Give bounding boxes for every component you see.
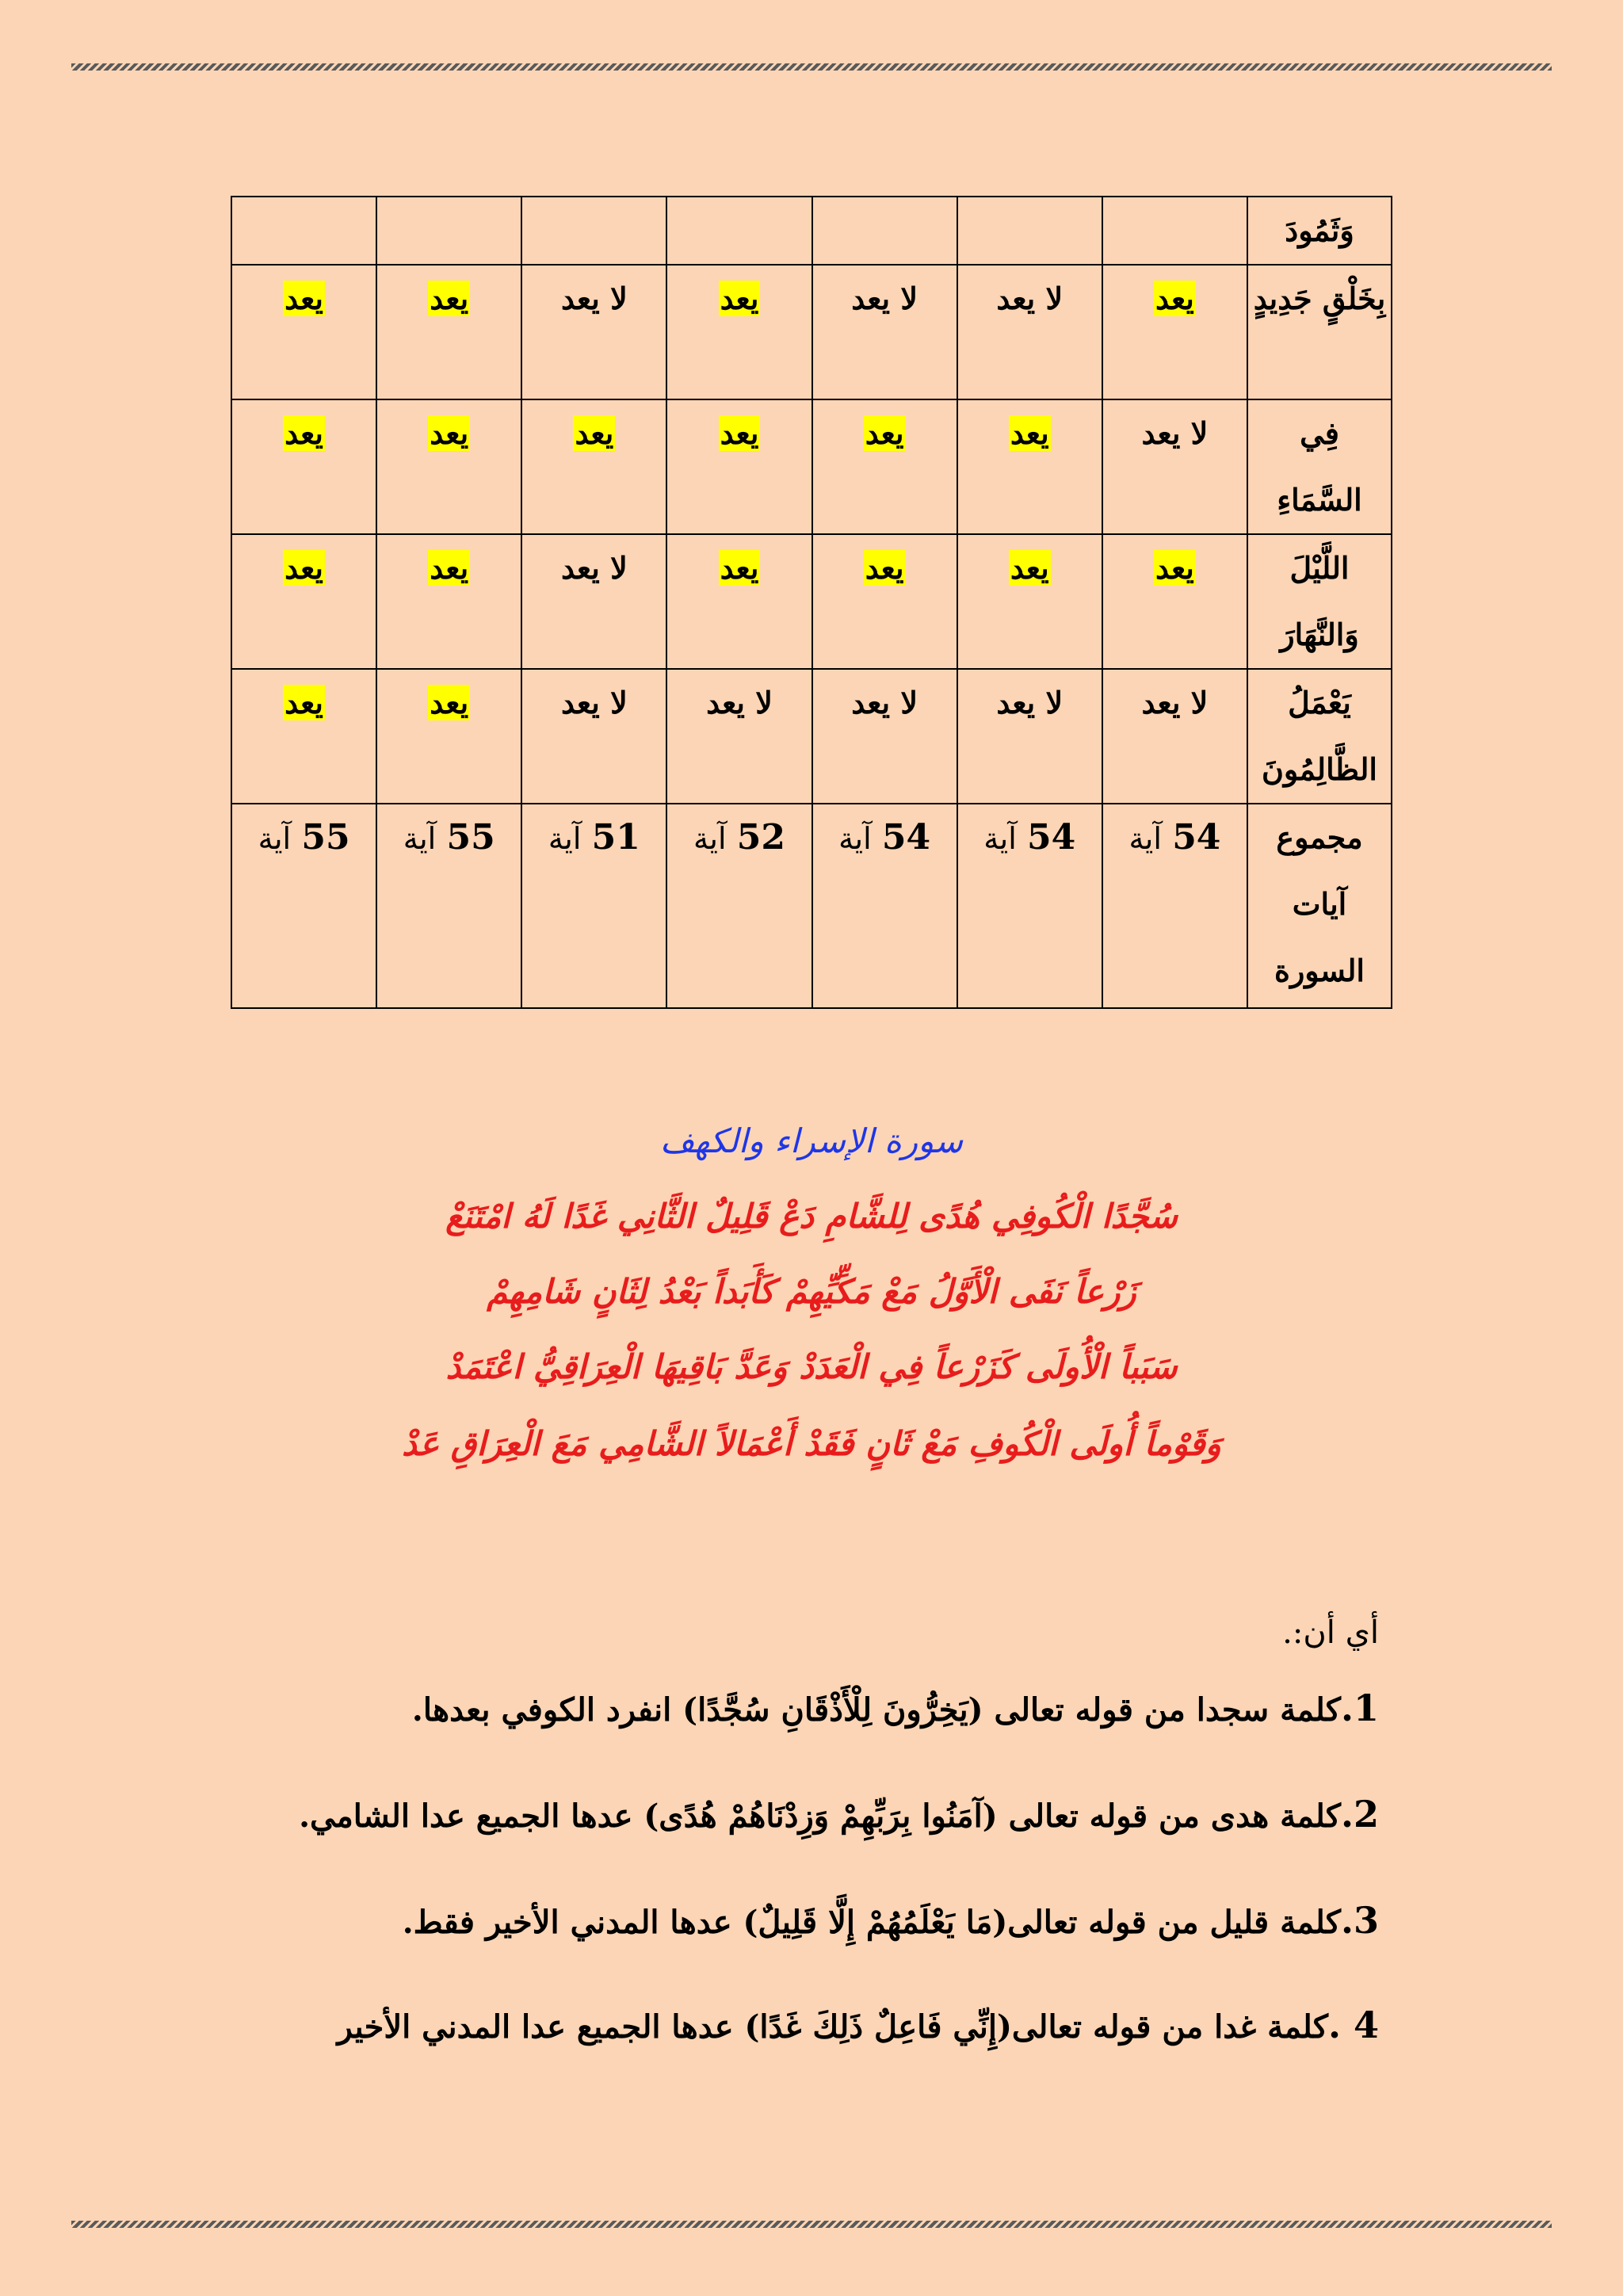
count-cell: [957, 265, 1102, 399]
count-cell: [666, 197, 812, 265]
count-cell: [957, 197, 1102, 265]
count-value: يعد: [285, 550, 323, 586]
count-cell: [666, 534, 812, 669]
count-value: يعد: [865, 415, 904, 451]
count-cell: [521, 265, 666, 399]
total-cell: [812, 804, 957, 1008]
count-cell: [812, 669, 957, 804]
total-number: 55: [301, 817, 350, 858]
verse-word: آية: [258, 821, 292, 856]
count-cell: [666, 399, 812, 534]
note-text: كلمة غدا من قوله تعالى(إِنِّي فَاعِلٌ ذَلِكَ غَدًا) عدها الجميع عدا المدني الأخير: [337, 2008, 1328, 2046]
table-row: [231, 265, 1392, 399]
count-cell: [1102, 197, 1247, 265]
count-value: يعد: [430, 550, 469, 586]
count-value: يعد: [1155, 550, 1194, 586]
note-item: [190, 1899, 1379, 1942]
quran-word-cell: وَثَمُودَ: [1247, 197, 1392, 265]
top-border-line: [71, 63, 1552, 71]
count-cell: [1102, 399, 1247, 534]
total-number: 51: [591, 817, 640, 858]
count-cell: [1102, 534, 1247, 669]
quran-word-cell: يَعْمَلُ الظَّالِمُونَ: [1247, 669, 1392, 804]
count-value: يعد: [865, 550, 904, 586]
total-cell: [1102, 804, 1247, 1008]
bottom-border-line: [71, 2221, 1552, 2228]
count-value: لا يعد: [706, 685, 773, 720]
count-cell: [521, 399, 666, 534]
count-cell: [521, 197, 666, 265]
verse-word: آية: [693, 821, 727, 856]
total-cell: [231, 804, 376, 1008]
count-cell: [231, 265, 376, 399]
verse-word: آية: [1128, 821, 1162, 856]
count-cell: [376, 197, 521, 265]
count-cell: [666, 265, 812, 399]
total-cell: [376, 804, 521, 1008]
verse-count-table: [231, 196, 1392, 1009]
count-cell: [376, 265, 521, 399]
count-cell: [812, 399, 957, 534]
note-item: [190, 1793, 1379, 1836]
count-value: لا يعد: [996, 685, 1064, 720]
poem-title: سورة الإسراء والكهف: [659, 1121, 964, 1160]
total-number: 54: [1172, 817, 1221, 858]
count-value: يعد: [1010, 415, 1049, 451]
table-row: [231, 399, 1392, 534]
count-value: لا يعد: [560, 550, 628, 586]
notes-intro: أي أن:.: [1282, 1614, 1379, 1651]
total-cell: [666, 804, 812, 1008]
poem-line: سَبَباً الْأُولَى كَزَرْعاً فِي الْعَدَدْ وَعَدَّ بَاقِيهَا الْعِرَاقِيُّ اعْتَمَدْ: [445, 1347, 1178, 1386]
count-value: يعد: [1010, 550, 1049, 586]
count-value: لا يعد: [1141, 415, 1209, 451]
count-cell: [957, 399, 1102, 534]
quran-word-cell: اللَّيْلَ وَالنَّهَارَ: [1247, 534, 1392, 669]
count-cell: [231, 399, 376, 534]
count-value: يعد: [430, 415, 469, 451]
total-number: 54: [1027, 817, 1076, 858]
poem-line: زَرْعاً نَفَى الْأَوَّلُ مَعْ مَكِّيِّهِمْ كَأَبَداً بَعْدُ لِثَانٍ شَامِهِمْ: [487, 1272, 1136, 1311]
count-value: يعد: [430, 685, 469, 720]
count-value: لا يعد: [996, 281, 1064, 316]
table-row: [231, 669, 1392, 804]
table-row: [231, 534, 1392, 669]
count-cell: [521, 669, 666, 804]
count-value: يعد: [720, 415, 759, 451]
table-row: [231, 197, 1392, 265]
quran-word-cell: بِخَلْقٍ جَدِيدٍ: [1247, 265, 1392, 399]
note-text: كلمة سجدا من قوله تعالى (يَخِرُّونَ لِلْأَذْقَانِ سُجَّدًا) انفرد الكوفي بعدها.: [411, 1691, 1341, 1729]
total-number: 54: [881, 817, 931, 858]
count-value: يعد: [285, 415, 323, 451]
count-value: يعد: [575, 415, 614, 451]
count-value: يعد: [285, 281, 323, 316]
count-value: لا يعد: [560, 281, 628, 316]
count-cell: [231, 669, 376, 804]
count-value: لا يعد: [560, 685, 628, 720]
count-value: يعد: [430, 281, 469, 316]
total-cell: [957, 804, 1102, 1008]
count-value: لا يعد: [851, 685, 918, 720]
count-cell: [231, 197, 376, 265]
count-cell: [957, 534, 1102, 669]
count-cell: [812, 265, 957, 399]
total-cell: [521, 804, 666, 1008]
count-cell: [376, 669, 521, 804]
count-cell: [812, 197, 957, 265]
count-cell: [812, 534, 957, 669]
verse-word: آية: [983, 821, 1017, 856]
count-cell: [1102, 669, 1247, 804]
note-item: [190, 2004, 1379, 2046]
count-value: يعد: [1155, 281, 1194, 316]
note-text: كلمة هدى من قوله تعالى (آمَنُوا بِرَبِّهِمْ وَزِدْنَاهُمْ هُدًى) عدها الجميع عدا الشامي.: [299, 1797, 1341, 1835]
note-number: 3.: [1340, 1899, 1379, 1942]
count-cell: [376, 534, 521, 669]
count-cell: [957, 669, 1102, 804]
count-cell: [521, 534, 666, 669]
quran-word-cell: فِي السَّمَاءِ: [1247, 399, 1392, 534]
poem-line: سُجَّدًا الْكُوفِي هُدًى لِلشَّامِ دَعْ قَلِيلٌ الثَّانِي غَدًا لَهُ امْتَنَعْ: [445, 1197, 1178, 1236]
note-number: 2.: [1340, 1793, 1379, 1836]
note-item: [190, 1687, 1379, 1729]
total-number: 52: [736, 817, 785, 858]
count-value: يعد: [285, 685, 323, 720]
total-number: 55: [446, 817, 495, 858]
count-value: يعد: [720, 281, 759, 316]
totals-row: [231, 804, 1392, 1008]
count-value: يعد: [720, 550, 759, 586]
count-cell: [376, 399, 521, 534]
note-text: كلمة قليل من قوله تعالى(مَا يَعْلَمُهُمْ إِلَّا قَلِيلٌ) عدها المدني الأخير فقط.: [402, 1904, 1341, 1941]
count-cell: [666, 669, 812, 804]
verse-word: آية: [548, 821, 582, 856]
count-cell: [231, 534, 376, 669]
verse-word: آية: [838, 821, 872, 856]
note-number: 1.: [1340, 1687, 1379, 1729]
totals-label: مجموع آيات السورة: [1247, 804, 1392, 1008]
count-value: لا يعد: [1141, 685, 1209, 720]
poem-line: وَقَوْماً أُولَى الْكُوفِ مَعْ ثَانٍ فَقَدْ أَعْمَالاً الشَّامِي مَعَ الْعِرَاقِ عَدْ: [402, 1424, 1221, 1463]
verse-word: آية: [403, 821, 437, 856]
count-value: لا يعد: [851, 281, 918, 316]
count-cell: [1102, 265, 1247, 399]
note-number: 4 .: [1327, 2004, 1379, 2046]
